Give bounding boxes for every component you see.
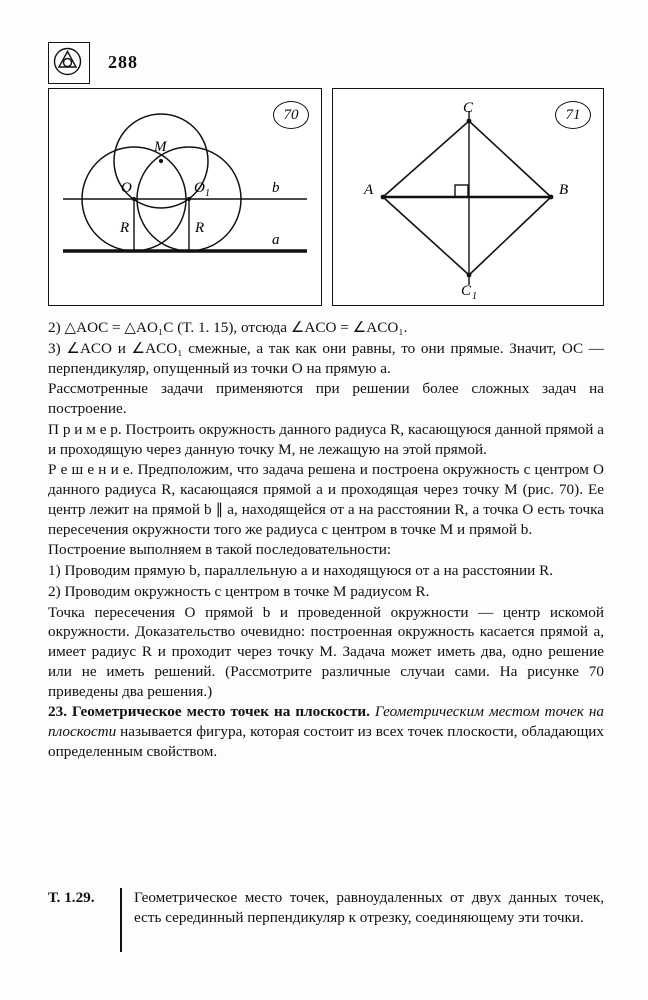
section-heading-paragraph: [48, 702, 604, 761]
paragraph-step-1: 1) Проводим прямую b, параллельную а и находящуюся от а на расстоянии R.: [48, 562, 553, 579]
svg-text:M: M: [154, 139, 167, 155]
paragraph-example: П р и м е р. Построить окружность данного радиуса R, касающуюся данной прямой а и проходящую через данную точку М, не лежащую на этой прямой.: [48, 420, 604, 458]
paragraph-applications: Рассмотренные задачи применяются при решении более сложных задач на построение.: [48, 380, 604, 417]
section-title: Геометрическое место точек на плоскости.: [72, 703, 370, 721]
paragraph-3: 3) ∠ACO и ∠ACO₁ смежные, а так как они равны, то они прямые. Значит, ОС — перпендикуляр, опущенный из точки О на прямую а.: [48, 339, 604, 377]
svg-text:b: b: [272, 180, 280, 196]
figure-70: [48, 88, 322, 306]
figures-row: [48, 88, 604, 306]
figure-number-71: 71: [555, 101, 591, 129]
section-definition-rest: называется фигура, которая состоит из всех точек плоскости, обладающих определенным свойством.: [48, 723, 605, 760]
svg-text:O: O: [121, 180, 132, 196]
svg-text:B: B: [559, 182, 569, 198]
svg-text:1: 1: [472, 291, 477, 302]
figure-71: [332, 88, 604, 306]
paragraph-step-2: 2) Проводим окружность с центром в точке М радиусом R.: [48, 582, 430, 600]
paragraph-2: 2) △AOC = △AO₁C (T. 1. 15), отсюда ∠ACO = ∠ACO₁.: [48, 319, 408, 336]
paragraph-proof: Точка пересечения О прямой b и проведенной окружности — центр искомой окружности. Доказательство очевидно: построенная окружность касается прямой а, имеет радиус R и проходит через точку М. Задача может иметь два, одно решение или не иметь решений. (Рассмотрите различные случаи сами. На рисунке 70 приведены два решения.): [48, 603, 604, 700]
theorem-text: Геометрическое место точек, равноудаленных от двух данных точек, есть серединный перпендикуляр к отрезку, соединяющему эти точки.: [134, 889, 604, 926]
theorem-block: [48, 888, 604, 952]
figure-number-70: 70: [273, 101, 309, 129]
section-number: 23.: [48, 703, 67, 721]
theorem-divider: [120, 888, 122, 952]
svg-text:R: R: [120, 220, 130, 236]
paragraph-solution: Р е ш е н и е. Предположим, что задача решена и построена окружность с центром О данного радиуса R, касающаяся прямой а и проходящая через точку М (рис. 70). Ее центр лежит на прямой b ∥ a, находящейся от а на расстоянии R, а точка О есть точка пересечения окружности того же радиуса с центром в точке М и прямой b.: [48, 461, 604, 538]
svg-text:1: 1: [205, 188, 210, 199]
page-header: [48, 42, 608, 82]
theorem-label: Т. 1.29.: [48, 889, 95, 906]
svg-text:C: C: [463, 100, 474, 116]
svg-text:R: R: [195, 220, 205, 236]
section-definition-italic: Геометрическим местом точек на плоскости: [48, 703, 605, 740]
svg-text:C: C: [461, 283, 472, 299]
body-text: [48, 318, 604, 763]
svg-text:A: A: [364, 182, 374, 198]
page-number: 288: [108, 52, 138, 72]
svg-text:a: a: [272, 232, 280, 248]
svg-text:O: O: [194, 180, 205, 196]
paragraph-construction-intro: Построение выполняем в такой последовательности:: [48, 541, 392, 559]
triangle-in-circle-logo-icon: [48, 42, 90, 84]
